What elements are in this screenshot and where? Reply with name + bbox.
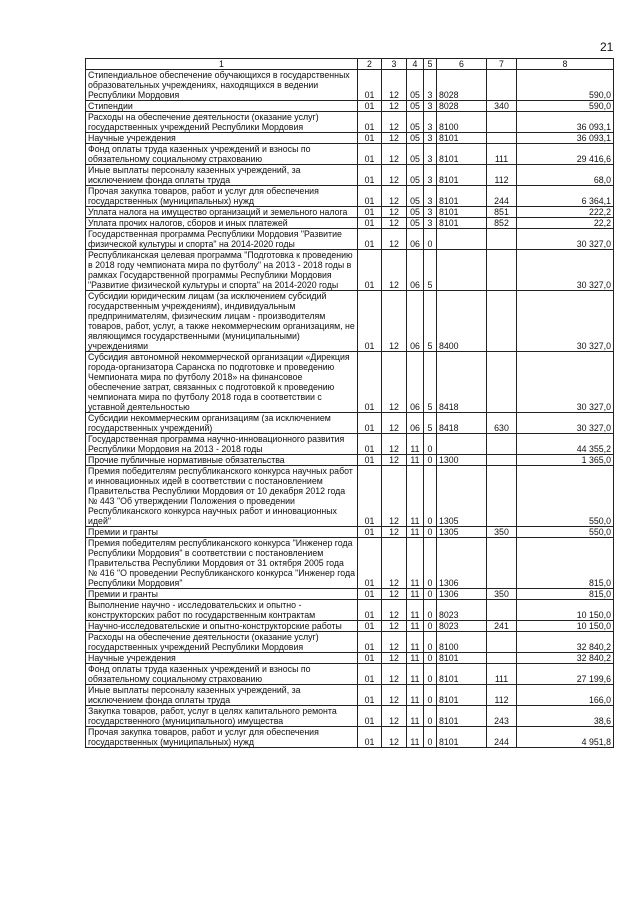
expense-item-code: 8101 [437,727,487,748]
expense-type-code [487,434,517,455]
subsection-code: 11 [407,685,424,706]
ministry-code: 01 [358,455,382,466]
subsection-code: 11 [407,600,424,621]
section-code: 12 [382,70,407,101]
target-code: 5 [424,413,437,434]
expense-type-code: 350 [487,527,517,538]
target-code: 0 [424,589,437,600]
expense-item-code: 8023 [437,600,487,621]
table-body [86,70,614,748]
ministry-code: 01 [358,685,382,706]
row-label: Фонд оплаты труда казенных учреждений и взносы по обязательному социальному страхованию [86,664,358,685]
row-label: Премии и гранты [86,589,358,600]
row-label: Иные выплаты персоналу казенных учреждений, за исключением фонда оплаты труда [86,165,358,186]
table-row [86,165,614,186]
ministry-code: 01 [358,538,382,589]
section-code: 12 [382,144,407,165]
amount: 1 365,0 [517,455,614,466]
section-code: 12 [382,664,407,685]
subsection-code: 11 [407,466,424,527]
expense-item-code: 8418 [437,413,487,434]
target-code: 3 [424,207,437,218]
amount: 10 150,0 [517,621,614,632]
expense-type-code: 244 [487,186,517,207]
table-row [86,291,614,352]
subsection-code: 11 [407,589,424,600]
expense-type-code: 851 [487,207,517,218]
subsection-code: 11 [407,455,424,466]
expense-item-code: 8101 [437,133,487,144]
target-code: 0 [424,527,437,538]
table-row [86,600,614,621]
row-label: Государственная программа Республики Мордовия "Развитие физической культуры и спорта" на 2014-2020 годы [86,229,358,250]
row-label: Прочие публичные нормативные обязательства [86,455,358,466]
row-label: Закупка товаров, работ, услуг в целях капитального ремонта государственного (муниципального) имущества [86,706,358,727]
ministry-code: 01 [358,165,382,186]
target-code: 0 [424,229,437,250]
expense-type-code [487,70,517,101]
expense-item-code: 1305 [437,527,487,538]
expense-type-code [487,112,517,133]
amount: 36 093,1 [517,112,614,133]
page-number: 21 [600,40,614,54]
target-code: 0 [424,466,437,527]
header-cell-6: 6 [437,59,487,70]
ministry-code: 01 [358,133,382,144]
header-row [86,59,614,70]
target-code: 5 [424,250,437,291]
ministry-code: 01 [358,653,382,664]
subsection-code: 05 [407,218,424,229]
target-code: 0 [424,664,437,685]
ministry-code: 01 [358,186,382,207]
amount: 38,6 [517,706,614,727]
ministry-code: 01 [358,291,382,352]
row-label: Прочая закупка товаров, работ и услуг для обеспечения государственных (муниципальных) нужд [86,727,358,748]
section-code: 12 [382,112,407,133]
expense-item-code: 8101 [437,218,487,229]
table-row [86,229,614,250]
row-label: Стипендии [86,101,358,112]
subsection-code: 06 [407,291,424,352]
row-label: Расходы на обеспечение деятельности (оказание услуг) государственных учреждений Республики Мордовия [86,632,358,653]
amount: 32 840,2 [517,653,614,664]
table-row [86,653,614,664]
table-row [86,455,614,466]
expense-type-code: 112 [487,685,517,706]
section-code: 12 [382,685,407,706]
expense-item-code: 1306 [437,589,487,600]
expense-item-code: 8101 [437,207,487,218]
target-code: 0 [424,455,437,466]
amount: 6 364,1 [517,186,614,207]
table-row [86,685,614,706]
section-code: 12 [382,133,407,144]
subsection-code: 11 [407,527,424,538]
subsection-code: 06 [407,229,424,250]
section-code: 12 [382,186,407,207]
expense-type-code [487,653,517,664]
header-cell-1: 1 [86,59,358,70]
row-label: Научные учреждения [86,653,358,664]
section-code: 12 [382,466,407,527]
target-code: 0 [424,632,437,653]
ministry-code: 01 [358,727,382,748]
expense-item-code: 8100 [437,632,487,653]
target-code: 5 [424,352,437,413]
expense-item-code: 8101 [437,144,487,165]
row-label: Научные учреждения [86,133,358,144]
target-code: 0 [424,653,437,664]
amount: 30 327,0 [517,229,614,250]
expense-item-code: 8100 [437,112,487,133]
target-code: 0 [424,727,437,748]
row-label: Субсидии юридическим лицам (за исключением субсидий государственным учреждениям), индивидуальным предпринимателям, физическим лицам - производителям товаров, работ, услуг, а также некоммерческим организациям, не являющимся государственными (муниципальными) учреждениями [86,291,358,352]
expense-item-code: 8023 [437,621,487,632]
section-code: 12 [382,229,407,250]
expense-item-code [437,434,487,455]
table-row [86,144,614,165]
header-cell-3: 3 [382,59,407,70]
subsection-code: 05 [407,101,424,112]
target-code: 5 [424,291,437,352]
amount: 30 327,0 [517,250,614,291]
expense-type-code [487,133,517,144]
amount: 550,0 [517,527,614,538]
subsection-code: 11 [407,653,424,664]
section-code: 12 [382,621,407,632]
expense-item-code: 1306 [437,538,487,589]
row-label: Выполнение научно - исследовательских и опытно - конструкторских работ по государственным контрактам [86,600,358,621]
ministry-code: 01 [358,706,382,727]
expense-item-code [437,250,487,291]
table-row [86,207,614,218]
section-code: 12 [382,207,407,218]
row-label: Государственная программа научно-инновационного развития Республики Мордовия на 2013 - 2018 годы [86,434,358,455]
subsection-code: 05 [407,165,424,186]
row-label: Республиканская целевая программа "Подготовка к проведению в 2018 году чемпионата мира по футболу" на 2013 - 2018 годы в рамках Государственной программы Республики Мордовия "Развитие физической культуры и спорта" на 2014-2020 годы [86,250,358,291]
target-code: 0 [424,538,437,589]
amount: 815,0 [517,538,614,589]
section-code: 12 [382,218,407,229]
amount: 27 199,6 [517,664,614,685]
target-code: 3 [424,70,437,101]
target-code: 3 [424,186,437,207]
row-label: Стипендиальное обеспечение обучающихся в государственных образовательных учреждениях, находящихся в ведении Республики Мордовия [86,70,358,101]
table-row [86,538,614,589]
ministry-code: 01 [358,144,382,165]
ministry-code: 01 [358,527,382,538]
target-code: 3 [424,133,437,144]
table-row [86,621,614,632]
section-code: 12 [382,589,407,600]
expense-type-code: 630 [487,413,517,434]
expense-type-code [487,600,517,621]
target-code: 3 [424,165,437,186]
table-row [86,589,614,600]
ministry-code: 01 [358,600,382,621]
target-code: 0 [424,600,437,621]
target-code: 0 [424,685,437,706]
table-row [86,664,614,685]
expense-type-code [487,291,517,352]
amount: 30 327,0 [517,352,614,413]
row-label: Премии и гранты [86,527,358,538]
header-cell-5: 5 [424,59,437,70]
row-label: Научно-исследовательские и опытно-конструкторские работы [86,621,358,632]
table-row [86,70,614,101]
amount: 22,2 [517,218,614,229]
amount: 30 327,0 [517,413,614,434]
ministry-code: 01 [358,621,382,632]
expense-type-code: 243 [487,706,517,727]
table-row [86,112,614,133]
ministry-code: 01 [358,112,382,133]
expense-item-code: 8101 [437,664,487,685]
table-row [86,186,614,207]
expense-item-code: 8101 [437,186,487,207]
expense-type-code: 112 [487,165,517,186]
ministry-code: 01 [358,218,382,229]
expense-item-code: 1300 [437,455,487,466]
amount: 815,0 [517,589,614,600]
subsection-code: 05 [407,144,424,165]
amount: 30 327,0 [517,291,614,352]
subsection-code: 05 [407,186,424,207]
expense-type-code [487,250,517,291]
section-code: 12 [382,653,407,664]
ministry-code: 01 [358,207,382,218]
ministry-code: 01 [358,466,382,527]
target-code: 0 [424,621,437,632]
expense-type-code: 111 [487,664,517,685]
ministry-code: 01 [358,434,382,455]
amount: 29 416,6 [517,144,614,165]
row-label: Субсидия автономной некоммерческой организации «Дирекция города-организатора Саранска по подготовке и проведению Чемпионата мира по футболу 2018» на финансовое обеспечение затрат, связанных с подготовкой к проведению чемпионата мира по футболу 2018 года в соответствии с уставной деятельностью [86,352,358,413]
section-code: 12 [382,727,407,748]
target-code: 3 [424,144,437,165]
amount: 36 093,1 [517,133,614,144]
target-code: 3 [424,218,437,229]
amount: 4 951,8 [517,727,614,748]
amount: 590,0 [517,70,614,101]
target-code: 3 [424,101,437,112]
ministry-code: 01 [358,413,382,434]
row-label: Уплата прочих налогов, сборов и иных платежей [86,218,358,229]
ministry-code: 01 [358,352,382,413]
table-row [86,632,614,653]
subsection-code: 05 [407,133,424,144]
target-code: 3 [424,112,437,133]
subsection-code: 11 [407,632,424,653]
subsection-code: 05 [407,207,424,218]
expense-type-code: 244 [487,727,517,748]
subsection-code: 06 [407,352,424,413]
expense-type-code [487,229,517,250]
row-label: Фонд оплаты труда казенных учреждений и взносы по обязательному социальному страхованию [86,144,358,165]
table-row [86,250,614,291]
amount: 222,2 [517,207,614,218]
ministry-code: 01 [358,229,382,250]
table-row [86,727,614,748]
expense-item-code: 8101 [437,165,487,186]
expense-item-code: 8418 [437,352,487,413]
expense-type-code [487,538,517,589]
section-code: 12 [382,165,407,186]
amount: 44 355,2 [517,434,614,455]
expense-type-code: 340 [487,101,517,112]
section-code: 12 [382,632,407,653]
expense-item-code: 8101 [437,706,487,727]
table-row [86,466,614,527]
table-row [86,527,614,538]
subsection-code: 06 [407,413,424,434]
section-code: 12 [382,527,407,538]
expense-type-code [487,455,517,466]
section-code: 12 [382,455,407,466]
section-code: 12 [382,413,407,434]
ministry-code: 01 [358,250,382,291]
expense-item-code: 8400 [437,291,487,352]
expense-type-code: 111 [487,144,517,165]
subsection-code: 11 [407,621,424,632]
row-label: Расходы на обеспечение деятельности (оказание услуг) государственных учреждений Республики Мордовия [86,112,358,133]
expense-type-code [487,632,517,653]
subsection-code: 11 [407,664,424,685]
section-code: 12 [382,250,407,291]
row-label: Уплата налога на имущество организаций и земельного налога [86,207,358,218]
table-row [86,101,614,112]
header-cell-4: 4 [407,59,424,70]
expense-type-code: 241 [487,621,517,632]
expense-item-code: 8101 [437,653,487,664]
section-code: 12 [382,706,407,727]
section-code: 12 [382,434,407,455]
amount: 32 840,2 [517,632,614,653]
expense-item-code: 1305 [437,466,487,527]
amount: 10 150,0 [517,600,614,621]
row-label: Премия победителям республиканского конкурса "Инженер года Республики Мордовия" в соответствии с постановлением Правительства Республики Мордовия от 31 октября 2005 года № 416 "О проведении Республиканского конкурса "Инженер года Республики Мордовия" [86,538,358,589]
subsection-code: 11 [407,538,424,589]
ministry-code: 01 [358,101,382,112]
subsection-code: 05 [407,70,424,101]
header-cell-8: 8 [517,59,614,70]
table-row [86,218,614,229]
budget-table [85,58,614,748]
subsection-code: 06 [407,250,424,291]
table-row [86,413,614,434]
expense-type-code: 350 [487,589,517,600]
target-code: 0 [424,434,437,455]
amount: 590,0 [517,101,614,112]
expense-item-code [437,229,487,250]
ministry-code: 01 [358,589,382,600]
amount: 68,0 [517,165,614,186]
expense-item-code: 8101 [437,685,487,706]
section-code: 12 [382,101,407,112]
table-row [86,352,614,413]
table-row [86,434,614,455]
expense-type-code [487,352,517,413]
amount: 550,0 [517,466,614,527]
ministry-code: 01 [358,664,382,685]
target-code: 0 [424,706,437,727]
section-code: 12 [382,291,407,352]
section-code: 12 [382,600,407,621]
subsection-code: 11 [407,706,424,727]
section-code: 12 [382,352,407,413]
subsection-code: 05 [407,112,424,133]
row-label: Премия победителям республиканского конкурса научных работ и инновационных идей в соответствии с постановлением Правительства Республики Мордовия от 10 декабря 2012 года № 443 "Об утверждении Положения о проведении Республиканского конкурса научных работ и инновационных идей" [86,466,358,527]
row-label: Иные выплаты персоналу казенных учреждений, за исключением фонда оплаты труда [86,685,358,706]
expense-type-code [487,466,517,527]
subsection-code: 11 [407,434,424,455]
ministry-code: 01 [358,70,382,101]
subsection-code: 11 [407,727,424,748]
header-cell-2: 2 [358,59,382,70]
expense-item-code: 8028 [437,101,487,112]
expense-type-code: 852 [487,218,517,229]
row-label: Прочая закупка товаров, работ и услуг для обеспечения государственных (муниципальных) нужд [86,186,358,207]
amount: 166,0 [517,685,614,706]
header-cell-7: 7 [487,59,517,70]
ministry-code: 01 [358,632,382,653]
table-row [86,133,614,144]
row-label: Субсидии некоммерческим организациям (за исключением государственных учреждений) [86,413,358,434]
table-row [86,706,614,727]
expense-item-code: 8028 [437,70,487,101]
section-code: 12 [382,538,407,589]
